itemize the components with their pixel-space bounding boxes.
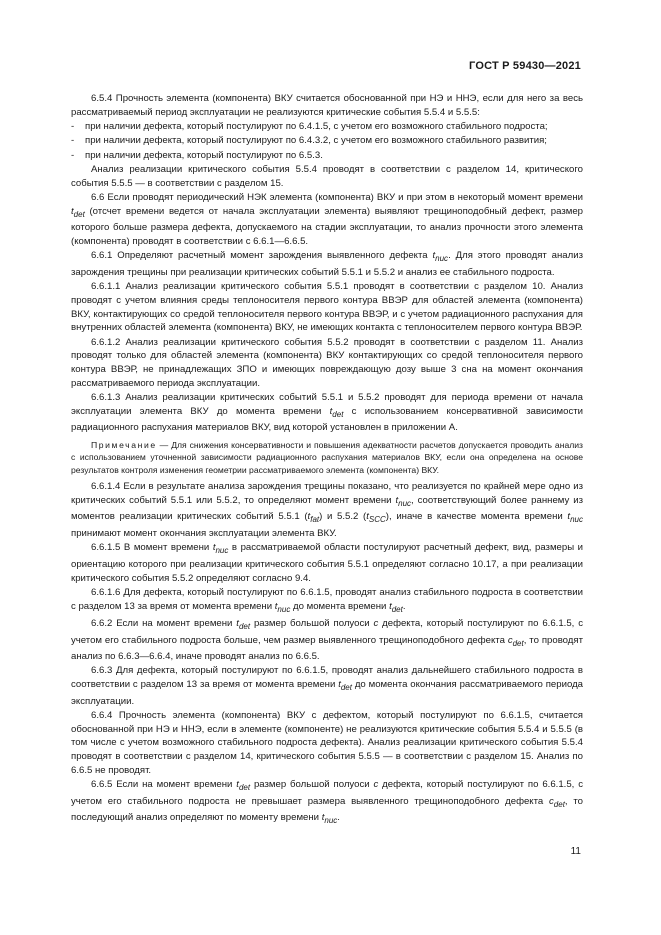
paragraph: 6.6.2 Если на момент времени $t_{det}$ размер большой полуоси c дефекта, который постулируют по 6.6.1.5, с учетом его стабильного подроста больше, чем размер выявленного трещиноподобного дефекта $c_{det}$, то проводят анализ по 6.6.3—6.6.4, иначе проводят анализ по 6.6.5. [71,617,583,663]
list-item [71,134,583,148]
note [71,439,583,476]
document-code: ГОСТ Р 59430—2021 [469,60,581,72]
document-body [71,92,583,829]
list-dash: - [71,121,75,132]
paragraph: Анализ реализации критического события 5.5.4 проводят в соответствии с разделом 14, критического события 5.5.5 — в соответствии с разделом 15. [71,163,583,189]
list-item [71,120,583,134]
list-item-text: при наличии дефекта, который постулируют по 6.4.1.5, с учетом его возможного стабильного подроста; [85,121,548,132]
list-item [71,149,583,163]
note-text: — Для снижения консервативности и повышения адекватности расчетов допускается проводить анализ с использованием уточненной зависимости радиационного распухания материалов ВКУ, если она определена на основе результатов контроля изменения геометрии рассматриваемого элемента (компонента) ВКУ. [71,439,583,475]
paragraph: 6.6.1.2 Анализ реализации критического события 5.5.2 проводят в соответствии с разделом 11. Анализ проводят только для областей элемента (компонента) ВКУ контактирующих со средой теплоносителя первого контура ВВЭР, не принадлежащих ЗПО и имеющих повреждающую дозу выше 3 сна на момент окончания рассматриваемого периода эксплуатации. [71,336,583,389]
paragraph: 6.6.1 Определяют расчетный момент зарождения выявленного дефекта $t_{nuc}$. Для этого проводят анализ зарождения трещины при реализации критических событий 5.5.1 и 5.5.2 и анализ ее стабильного подроста. [71,250,583,278]
paragraph: 6.6.4 Прочность элемента (компонента) ВКУ с дефектом, который постулируют по 6.6.1.5, считается обоснованной при НЭ и ННЭ, если в элементе (компоненте) не реализуются критические события 5.5.4 и 5.5.5 (в том числе с учетом возможного стабильного подроста дефекта). Анализ реализации критического события 5.5.4 проводят в соответствии с разделом 14, критического события 5.5.5 — в соответствии с разделом 15. Анализ по 6.6.5 не проводят. [71,710,583,776]
note-label: Примечание [91,439,157,450]
page-number: 11 [570,846,581,857]
list-item-text: при наличии дефекта, который постулируют по 6.5.3. [85,149,323,161]
paragraph: 6.6.1.3 Анализ реализации критических событий 5.5.1 и 5.5.2 проводят для периода времени от начала эксплуатации элемента ВКУ до момента времени $t_{det}$ с использованием консервативной зависимости радиационного распухания материалов ВКУ, вид которой установлен в приложении А. [71,391,583,434]
paragraph: 6.6 Если проводят периодический НЭК элемента (компонента) ВКУ и при этом в некоторый момент времени $t_{det}$ (отсчет времени ведется от начала эксплуатации элемента) выявляют трещиноподобный дефект, размер которого больше размера дефекта, допускаемого на стадии эксплуатации, то анализ прочности этого элемента (компонента) проводят в соответствии с 6.6.1—6.6.5. [71,191,583,247]
list-dash: - [71,149,75,161]
paragraph: 6.5.4 Прочность элемента (компонента) ВКУ считается обоснованной при НЭ и ННЭ, если для него за весь рассматриваемый период эксплуатации не реализуются критические события 5.5.4 и 5.5.5: [71,93,583,118]
paragraph: 6.6.1.6 Для дефекта, который постулируют по 6.6.1.5, проводят анализ стабильного подроста в соответствии с разделом 13 за время от момента времени $t_{nuc}$ до момента времени $t_{det}$. [71,586,583,614]
paragraph: 6.6.5 Если на момент времени $t_{det}$ размер большой полуоси c дефекта, который постулируют по 6.6.1.5, с учетом его стабильного подроста не превышает размера выявленного трещиноподобного дефекта $c_{det}$, то последующий анализ определяют по моменту времени $t_{nuc}$. [71,779,583,826]
paragraph: 6.6.1.1 Анализ реализации критического события 5.5.1 проводят в соответствии с разделом 10. Анализ проводят с учетом влияния среды теплоносителя первого контура ВВЭР для областей элемента (компонента) ВКУ, контактирующих со средой теплоносителя первого контура ВВЭР, и с учетом радиационного распухания для внутренних областей элемента (компонента) ВКУ, не имеющих контакта с теплоносителем первого контура ВВЭР. [71,281,583,334]
paragraph: 6.6.3 Для дефекта, который постулируют по 6.6.1.5, проводят анализ дальнейшего стабильного подроста в соответствии с разделом 13 за время от момента времени $t_{det}$ до момента окончания рассматриваемого периода эксплуатации. [71,665,584,707]
list-item-text: при наличии дефекта, который постулируют по 6.4.3.2, с учетом его возможного стабильного развития; [85,135,547,147]
paragraph: 6.6.1.5 В момент времени $t_{nuc}$ в рассматриваемой области постулируют расчетный дефект, вид, размеры и ориентацию которого при реализации критического события 5.5.1 определяют согласно 10.17, а при реализации критического события 5.5.2 определяют согласно 9.4. [71,542,583,584]
paragraph: 6.6.1.4 Если в результате анализа зарождения трещины показано, что реализуется по крайней мере одно из критических событий 5.5.1 или 5.5.2, то определяют момент времени $t_{nuc}$, соответствующий более раннему из моментов реализации критических событий 5.5.1 $(t_{fat})$ и 5.5.2 $(t_{SCC})$, иначе в качестве момента времени $t_{nuc}$ принимают момент окончания эксплуатации элемента ВКУ. [71,481,584,540]
list-dash: - [71,135,75,147]
